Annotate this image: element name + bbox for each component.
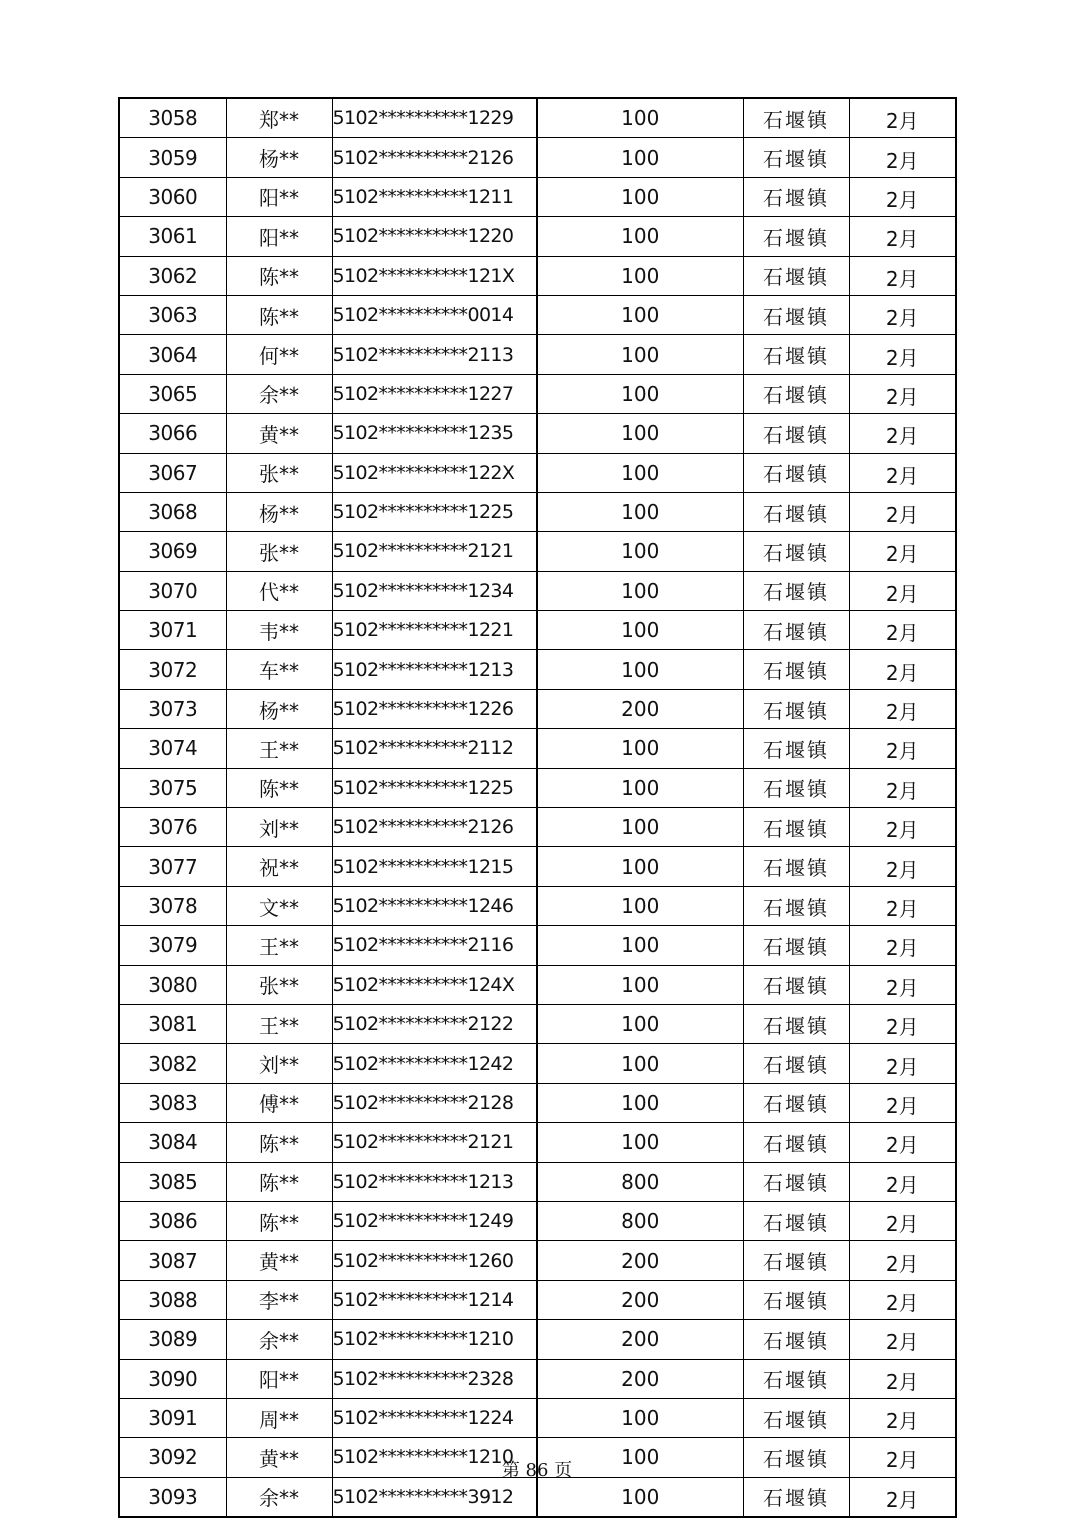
id-number-cell: 5102**********1225 [332,768,537,807]
month-cell: 2月 [849,295,956,334]
name-cell: 代** [226,571,332,610]
table-row [119,1201,956,1240]
month-cell: 2月 [849,847,956,886]
id-number-cell: 5102**********1211 [332,177,537,216]
row-number-cell: 3060 [119,177,226,216]
table-row [119,689,956,728]
name-cell: 黄** [226,1241,332,1280]
id-number-cell: 5102**********1249 [332,1201,537,1240]
id-number-cell: 5102**********1213 [332,1162,537,1201]
month-cell: 2月 [849,1044,956,1083]
town-cell: 石堰镇 [743,374,849,413]
month-cell: 2月 [849,926,956,965]
town-cell: 石堰镇 [743,1438,849,1477]
town-cell: 石堰镇 [743,1201,849,1240]
month-cell: 2月 [849,1438,956,1477]
amount-cell: 100 [537,847,743,886]
table-row [119,1004,956,1043]
amount-cell: 100 [537,374,743,413]
name-cell: 郑** [226,98,332,138]
town-cell: 石堰镇 [743,1320,849,1359]
amount-cell: 100 [537,808,743,847]
amount-cell: 100 [537,1044,743,1083]
row-number-cell: 3089 [119,1320,226,1359]
name-cell: 王** [226,1004,332,1043]
name-cell: 张** [226,453,332,492]
records-table [118,97,957,1518]
table-row [119,177,956,216]
month-cell: 2月 [849,729,956,768]
town-cell: 石堰镇 [743,650,849,689]
row-number-cell: 3081 [119,1004,226,1043]
row-number-cell: 3093 [119,1477,226,1517]
town-cell: 石堰镇 [743,689,849,728]
row-number-cell: 3090 [119,1359,226,1398]
table-row [119,1280,956,1319]
amount-cell: 100 [537,886,743,925]
month-cell: 2月 [849,256,956,295]
id-number-cell: 5102**********1220 [332,217,537,256]
id-number-cell: 5102**********2126 [332,138,537,177]
row-number-cell: 3082 [119,1044,226,1083]
table-row [119,1044,956,1083]
month-cell: 2月 [849,1477,956,1517]
table-row [119,98,956,138]
month-cell: 2月 [849,689,956,728]
row-number-cell: 3059 [119,138,226,177]
row-number-cell: 3058 [119,98,226,138]
amount-cell: 200 [537,1280,743,1319]
month-cell: 2月 [849,1162,956,1201]
table-row [119,256,956,295]
row-number-cell: 3084 [119,1123,226,1162]
table-row [119,374,956,413]
table-row [119,138,956,177]
table-row [119,295,956,334]
name-cell: 陈** [226,256,332,295]
row-number-cell: 3085 [119,1162,226,1201]
id-number-cell: 5102**********1215 [332,847,537,886]
id-number-cell: 5102**********2128 [332,1083,537,1122]
town-cell: 石堰镇 [743,1398,849,1437]
row-number-cell: 3075 [119,768,226,807]
town-cell: 石堰镇 [743,965,849,1004]
row-number-cell: 3070 [119,571,226,610]
name-cell: 陈** [226,768,332,807]
id-number-cell: 5102**********1235 [332,414,537,453]
table-row [119,1320,956,1359]
row-number-cell: 3065 [119,374,226,413]
records-table-body [119,98,956,1517]
row-number-cell: 3092 [119,1438,226,1477]
amount-cell: 100 [537,414,743,453]
table-row [119,414,956,453]
table-row [119,1162,956,1201]
id-number-cell: 5102**********121X [332,256,537,295]
id-number-cell: 5102**********1246 [332,886,537,925]
name-cell: 张** [226,965,332,1004]
name-cell: 余** [226,374,332,413]
table-row [119,335,956,374]
table-row [119,1359,956,1398]
id-number-cell: 5102**********2121 [332,1123,537,1162]
row-number-cell: 3072 [119,650,226,689]
name-cell: 韦** [226,611,332,650]
table-row [119,532,956,571]
row-number-cell: 3078 [119,886,226,925]
amount-cell: 100 [537,650,743,689]
amount-cell: 100 [537,138,743,177]
amount-cell: 200 [537,689,743,728]
town-cell: 石堰镇 [743,1280,849,1319]
town-cell: 石堰镇 [743,1083,849,1122]
town-cell: 石堰镇 [743,414,849,453]
name-cell: 黄** [226,1438,332,1477]
town-cell: 石堰镇 [743,98,849,138]
town-cell: 石堰镇 [743,808,849,847]
name-cell: 李** [226,1280,332,1319]
name-cell: 黄** [226,414,332,453]
month-cell: 2月 [849,414,956,453]
town-cell: 石堰镇 [743,532,849,571]
amount-cell: 100 [537,532,743,571]
amount-cell: 100 [537,729,743,768]
amount-cell: 100 [537,335,743,374]
amount-cell: 800 [537,1201,743,1240]
table-row [119,886,956,925]
town-cell: 石堰镇 [743,571,849,610]
town-cell: 石堰镇 [743,217,849,256]
table-row [119,768,956,807]
row-number-cell: 3066 [119,414,226,453]
id-number-cell: 5102**********0014 [332,295,537,334]
month-cell: 2月 [849,98,956,138]
table-row [119,808,956,847]
town-cell: 石堰镇 [743,1004,849,1043]
month-cell: 2月 [849,1201,956,1240]
name-cell: 阳** [226,217,332,256]
id-number-cell: 5102**********1242 [332,1044,537,1083]
month-cell: 2月 [849,492,956,531]
month-cell: 2月 [849,453,956,492]
town-cell: 石堰镇 [743,138,849,177]
amount-cell: 100 [537,1477,743,1517]
name-cell: 陈** [226,1162,332,1201]
amount-cell: 100 [537,177,743,216]
row-number-cell: 3062 [119,256,226,295]
name-cell: 阳** [226,1359,332,1398]
table-row [119,965,956,1004]
table-row [119,453,956,492]
name-cell: 文** [226,886,332,925]
name-cell: 陈** [226,1201,332,1240]
town-cell: 石堰镇 [743,177,849,216]
id-number-cell: 5102**********122X [332,453,537,492]
town-cell: 石堰镇 [743,729,849,768]
town-cell: 石堰镇 [743,768,849,807]
name-cell: 陈** [226,1123,332,1162]
month-cell: 2月 [849,1241,956,1280]
id-number-cell: 5102**********1229 [332,98,537,138]
id-number-cell: 5102**********1214 [332,1280,537,1319]
amount-cell: 100 [537,256,743,295]
town-cell: 石堰镇 [743,926,849,965]
row-number-cell: 3074 [119,729,226,768]
row-number-cell: 3069 [119,532,226,571]
id-number-cell: 5102**********1224 [332,1398,537,1437]
row-number-cell: 3068 [119,492,226,531]
town-cell: 石堰镇 [743,1359,849,1398]
name-cell: 杨** [226,492,332,531]
id-number-cell: 5102**********1210 [332,1438,537,1477]
name-cell: 何** [226,335,332,374]
amount-cell: 100 [537,1398,743,1437]
row-number-cell: 3079 [119,926,226,965]
table-row [119,217,956,256]
amount-cell: 800 [537,1162,743,1201]
table-row [119,926,956,965]
id-number-cell: 5102**********2116 [332,926,537,965]
town-cell: 石堰镇 [743,1044,849,1083]
month-cell: 2月 [849,611,956,650]
month-cell: 2月 [849,1359,956,1398]
name-cell: 傅** [226,1083,332,1122]
town-cell: 石堰镇 [743,886,849,925]
amount-cell: 100 [537,1004,743,1043]
row-number-cell: 3091 [119,1398,226,1437]
town-cell: 石堰镇 [743,335,849,374]
town-cell: 石堰镇 [743,611,849,650]
month-cell: 2月 [849,374,956,413]
amount-cell: 200 [537,1241,743,1280]
table-row [119,1083,956,1122]
table-row [119,492,956,531]
amount-cell: 200 [537,1359,743,1398]
month-cell: 2月 [849,886,956,925]
amount-cell: 100 [537,1083,743,1122]
amount-cell: 100 [537,965,743,1004]
id-number-cell: 5102**********1226 [332,689,537,728]
table-row [119,729,956,768]
amount-cell: 100 [537,295,743,334]
name-cell: 杨** [226,138,332,177]
row-number-cell: 3076 [119,808,226,847]
row-number-cell: 3063 [119,295,226,334]
town-cell: 石堰镇 [743,256,849,295]
month-cell: 2月 [849,768,956,807]
month-cell: 2月 [849,177,956,216]
id-number-cell: 5102**********124X [332,965,537,1004]
name-cell: 周** [226,1398,332,1437]
amount-cell: 100 [537,768,743,807]
id-number-cell: 5102**********2126 [332,808,537,847]
town-cell: 石堰镇 [743,1477,849,1517]
month-cell: 2月 [849,1398,956,1437]
month-cell: 2月 [849,965,956,1004]
id-number-cell: 5102**********2112 [332,729,537,768]
month-cell: 2月 [849,532,956,571]
row-number-cell: 3061 [119,217,226,256]
month-cell: 2月 [849,335,956,374]
name-cell: 刘** [226,1044,332,1083]
month-cell: 2月 [849,650,956,689]
month-cell: 2月 [849,571,956,610]
amount-cell: 100 [537,492,743,531]
amount-cell: 100 [537,926,743,965]
table-row [119,847,956,886]
row-number-cell: 3071 [119,611,226,650]
name-cell: 王** [226,729,332,768]
name-cell: 祝** [226,847,332,886]
month-cell: 2月 [849,1280,956,1319]
row-number-cell: 3064 [119,335,226,374]
table-row [119,1477,956,1517]
amount-cell: 100 [537,453,743,492]
table-row [119,650,956,689]
name-cell: 陈** [226,295,332,334]
row-number-cell: 3087 [119,1241,226,1280]
town-cell: 石堰镇 [743,1123,849,1162]
amount-cell: 100 [537,1123,743,1162]
id-number-cell: 5102**********1213 [332,650,537,689]
amount-cell: 200 [537,1320,743,1359]
row-number-cell: 3080 [119,965,226,1004]
table-row [119,611,956,650]
page-number: 第 86 页 [501,1460,573,1481]
town-cell: 石堰镇 [743,295,849,334]
name-cell: 刘** [226,808,332,847]
amount-cell: 100 [537,571,743,610]
row-number-cell: 3083 [119,1083,226,1122]
row-number-cell: 3073 [119,689,226,728]
id-number-cell: 5102**********1210 [332,1320,537,1359]
month-cell: 2月 [849,1320,956,1359]
id-number-cell: 5102**********3912 [332,1477,537,1517]
name-cell: 车** [226,650,332,689]
month-cell: 2月 [849,217,956,256]
amount-cell: 100 [537,98,743,138]
table-row [119,1398,956,1437]
row-number-cell: 3077 [119,847,226,886]
town-cell: 石堰镇 [743,1162,849,1201]
id-number-cell: 5102**********2121 [332,532,537,571]
amount-cell: 100 [537,217,743,256]
id-number-cell: 5102**********1227 [332,374,537,413]
table-row [119,571,956,610]
name-cell: 余** [226,1320,332,1359]
id-number-cell: 5102**********1260 [332,1241,537,1280]
month-cell: 2月 [849,138,956,177]
row-number-cell: 3067 [119,453,226,492]
name-cell: 张** [226,532,332,571]
month-cell: 2月 [849,808,956,847]
month-cell: 2月 [849,1004,956,1043]
name-cell: 阳** [226,177,332,216]
town-cell: 石堰镇 [743,847,849,886]
table-row [119,1123,956,1162]
town-cell: 石堰镇 [743,453,849,492]
amount-cell: 100 [537,1438,743,1477]
name-cell: 余** [226,1477,332,1517]
month-cell: 2月 [849,1083,956,1122]
id-number-cell: 5102**********1225 [332,492,537,531]
amount-cell: 100 [537,611,743,650]
town-cell: 石堰镇 [743,1241,849,1280]
id-number-cell: 5102**********2113 [332,335,537,374]
id-number-cell: 5102**********2122 [332,1004,537,1043]
row-number-cell: 3086 [119,1201,226,1240]
table-row [119,1241,956,1280]
month-cell: 2月 [849,1123,956,1162]
name-cell: 杨** [226,689,332,728]
name-cell: 王** [226,926,332,965]
id-number-cell: 5102**********2328 [332,1359,537,1398]
id-number-cell: 5102**********1221 [332,611,537,650]
town-cell: 石堰镇 [743,492,849,531]
row-number-cell: 3088 [119,1280,226,1319]
id-number-cell: 5102**********1234 [332,571,537,610]
